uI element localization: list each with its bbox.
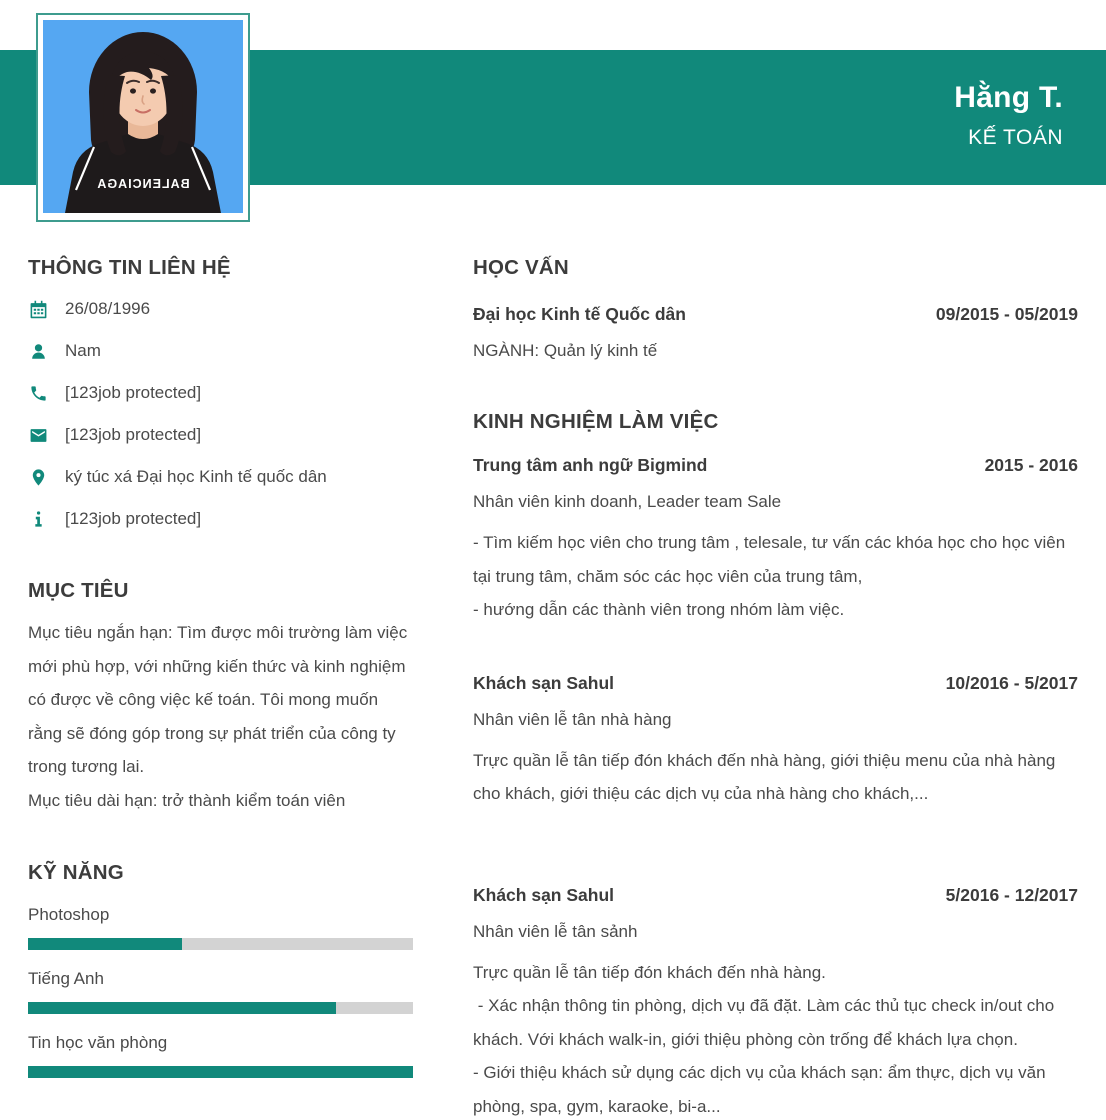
contact-list	[28, 297, 413, 531]
contact-row-gender	[28, 339, 413, 363]
skill-bar-fill	[28, 1002, 336, 1014]
skill-label: Tin học văn phòng	[28, 1033, 168, 1052]
job-description: Trực quần lễ tân tiếp đón khách đến nhà hàng, giới thiệu menu của nhà hàng cho khách, giới thiệu các dịch vụ của nhà hàng cho khách,...	[473, 750, 1061, 803]
contact-value: ký túc xá Đại học Kinh tế quốc dân	[65, 467, 327, 486]
person-icon	[28, 341, 48, 361]
job-description: Trực quần lễ tân tiếp đón khách đến nhà hàng.	[473, 962, 826, 982]
contact-value: [123job protected]	[65, 425, 202, 444]
contact-row-email	[28, 423, 413, 447]
job-entry	[473, 883, 1078, 1120]
phone-icon	[28, 383, 48, 403]
education-section	[473, 255, 1078, 363]
experience-heading: KINH NGHIỆM LÀM VIỆC	[473, 410, 719, 433]
experience-section	[473, 409, 1078, 1120]
header-identity	[954, 80, 1063, 150]
objective-paragraph: Mục tiêu dài hạn: trở thành kiểm toán viên	[28, 790, 346, 810]
job-role: Nhân viên lễ tân nhà hàng	[473, 709, 672, 729]
job-description: - Xác nhận thông tin phòng, dịch vụ đã đặt. Làm các thủ tục check in/out cho khách. Với khách walk-in, giới thiệu phòng còn trống để khách lựa chọn.	[473, 996, 1059, 1049]
company-name: Khách sạn Sahul	[473, 672, 615, 693]
contact-value: Nam	[65, 341, 101, 360]
contact-heading: THÔNG TIN LIÊN HỆ	[28, 256, 231, 279]
contact-value: [123job protected]	[65, 509, 202, 528]
left-column	[28, 255, 413, 1078]
skill-bar-track	[28, 938, 413, 950]
job-entry-header	[473, 883, 1078, 907]
contact-row-info	[28, 507, 413, 531]
contact-row-address	[28, 465, 413, 489]
skills-section	[28, 860, 413, 1078]
objective-section	[28, 578, 413, 817]
skill-bar-fill	[28, 938, 182, 950]
skill-item	[28, 1031, 413, 1078]
job-entry-header	[473, 453, 1078, 477]
calendar-icon	[28, 299, 48, 319]
contact-row-phone	[28, 381, 413, 405]
job-entry-header	[473, 671, 1078, 695]
person-job-title: KẾ TOÁN	[968, 126, 1063, 149]
shirt-text-group	[96, 177, 189, 191]
skill-bar-track	[28, 1066, 413, 1078]
right-column	[473, 255, 1078, 1120]
education-entry-header	[473, 302, 1078, 326]
job-entry	[473, 671, 1078, 811]
contact-value: 26/08/1996	[65, 299, 151, 318]
education-major: NGÀNH: Quản lý kinh tế	[473, 341, 658, 360]
skill-item	[28, 967, 413, 1014]
company-name: Trung tâm anh ngữ Bigmind	[473, 455, 708, 475]
shirt-text: BALENCIAGA	[96, 177, 190, 191]
job-dates: 2015 - 2016	[984, 455, 1078, 475]
location-icon	[28, 467, 48, 487]
objective-heading: MỤC TIÊU	[28, 579, 129, 602]
contact-value: [123job protected]	[65, 383, 202, 402]
skill-bar-track	[28, 1002, 413, 1014]
contact-section	[28, 255, 413, 531]
job-description: - hướng dẫn các thành viên trong nhóm làm việc.	[473, 600, 845, 619]
email-icon	[28, 425, 48, 445]
education-heading: HỌC VẤN	[473, 256, 569, 279]
job-dates: 10/2016 - 5/2017	[945, 672, 1078, 693]
info-icon	[28, 509, 48, 529]
company-name: Khách sạn Sahul	[473, 884, 615, 905]
skills-heading: KỸ NĂNG	[28, 861, 124, 884]
job-role: Nhân viên kinh doanh, Leader team Sale	[473, 492, 782, 511]
school-name: Đại học Kinh tế Quốc dân	[473, 304, 686, 324]
job-role: Nhân viên lễ tân sảnh	[473, 921, 638, 941]
objective-paragraph: Mục tiêu ngắn hạn: Tìm được môi trường làm việc mới phù hợp, với những kiến thức và kinh nghiệm có được về công việc kế toán. Tôi mong muốn rằng sẽ đóng góp trong sự phát triển của công ty trong tương lai.	[28, 623, 408, 776]
profile-photo-illustration	[43, 20, 243, 213]
person-name: Hằng T.	[954, 81, 1063, 114]
profile-photo	[36, 13, 250, 222]
skill-item	[28, 903, 413, 950]
skill-bar-fill	[28, 1066, 413, 1078]
skill-label: Tiếng Anh	[28, 969, 104, 988]
skill-label: Photoshop	[28, 905, 110, 924]
job-dates: 5/2016 - 12/2017	[945, 884, 1078, 905]
education-dates: 09/2015 - 05/2019	[935, 304, 1078, 324]
contact-row-birthdate	[28, 297, 413, 321]
job-description: - Tìm kiếm học viên cho trung tâm , telesale, tư vấn các khóa học cho học viên tại trung tâm, chăm sóc các học viên của trung tâm,	[473, 533, 1070, 586]
job-description: - Giới thiệu khách sử dụng các dịch vụ của khách sạn: ẩm thực, dịch vụ văn phòng, spa, gym, karaoke, bi-a...	[473, 1063, 1051, 1116]
job-entry	[473, 453, 1078, 627]
